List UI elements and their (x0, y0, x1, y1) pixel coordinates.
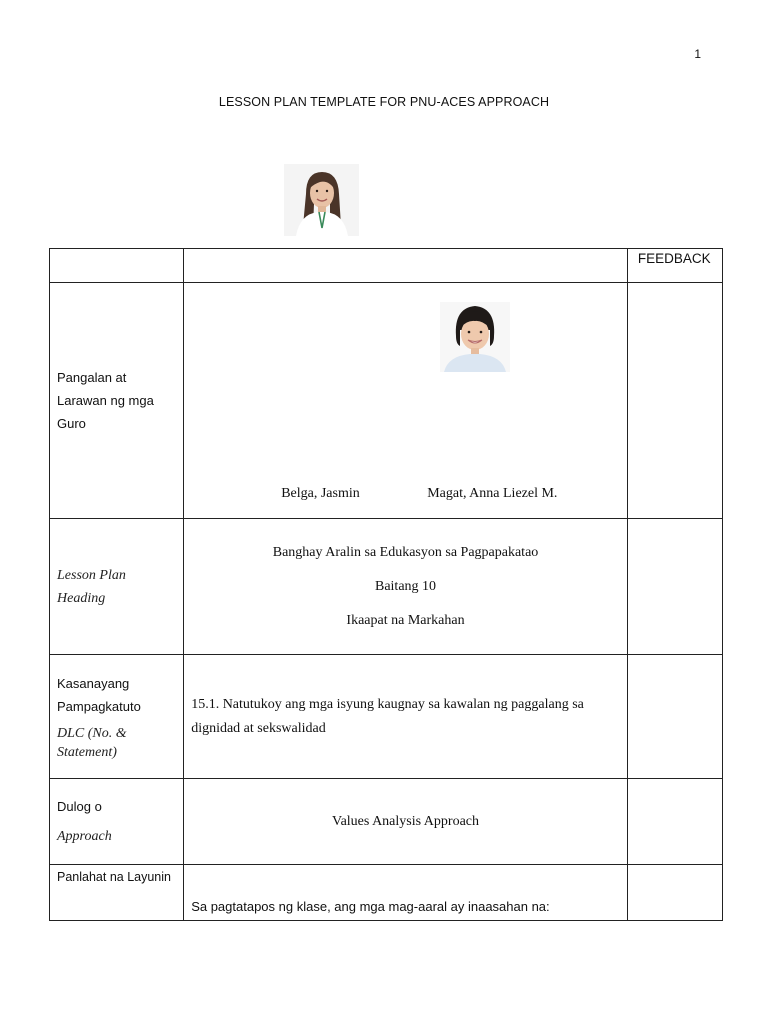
teachers-content-cell (184, 283, 628, 519)
teacher-photo-2 (440, 302, 510, 372)
feedback-header: FEEDBACK (627, 249, 722, 283)
competency-text-line-2: dignidad at sekswalidad (191, 720, 326, 736)
competency-label-line-1: Kasanayang (57, 675, 130, 691)
header-row (50, 249, 723, 283)
teachers-feedback-cell (627, 283, 722, 519)
approach-row (50, 779, 723, 865)
competency-label-line-3: DLC (No. & (57, 725, 127, 741)
objectives-content-cell (184, 865, 628, 921)
heading-line-1: Banghay Aralin sa Edukasyon sa Pagpapakatao (272, 544, 539, 560)
approach-feedback-cell (627, 779, 722, 865)
competency-row (50, 655, 723, 779)
competency-text-line-1: 15.1. Natutukoy ang mga isyung kaugnay sa kawalan ng paggalang sa (191, 696, 584, 712)
teachers-row (50, 283, 723, 519)
heading-row (50, 519, 723, 655)
objectives-row (50, 865, 723, 921)
objectives-feedback-cell (627, 865, 722, 921)
teachers-label-line-2: Larawan ng mga (57, 393, 154, 408)
competency-label-cell (50, 655, 184, 779)
competency-content-cell (184, 655, 628, 779)
header-cell-empty-1 (50, 249, 184, 283)
competency-label-line-2: Pampagkatuto (57, 698, 141, 714)
heading-label-line-1: Lesson Plan (57, 567, 126, 583)
competency-label-line-4: Statement) (57, 744, 117, 760)
approach-content-cell (184, 779, 628, 865)
teacher-name-2: Magat, Anna Liezel M. (427, 486, 558, 501)
heading-label-line-2: Heading (57, 590, 106, 606)
teachers-label-line-1: Pangalan at (57, 370, 127, 385)
lesson-plan-table (49, 248, 723, 921)
competency-feedback-cell (627, 655, 722, 779)
teachers-label-line-3: Guro (57, 416, 86, 431)
approach-text: Values Analysis Approach (332, 813, 479, 829)
teacher-photo-1 (284, 164, 359, 236)
heading-feedback-cell (627, 519, 722, 655)
heading-line-2: Baitang 10 (374, 578, 437, 594)
approach-label-line-2: Approach (57, 828, 112, 844)
objectives-label-cell (50, 865, 184, 921)
heading-label-cell (50, 519, 184, 655)
approach-label-cell (50, 779, 184, 865)
teachers-label-cell (50, 283, 184, 519)
objectives-label: Panlahat na Layunin (57, 870, 171, 884)
heading-line-3: Ikaapat na Markahan (346, 612, 465, 628)
approach-label-line-1: Dulog o (57, 798, 102, 814)
document-title: LESSON PLAN TEMPLATE FOR PNU-ACES APPROACH (218, 95, 550, 109)
page-number: 1 (694, 47, 701, 61)
teacher-name-1: Belga, Jasmin (281, 486, 360, 501)
header-cell-empty-2 (184, 249, 628, 283)
heading-content-cell (184, 519, 628, 655)
objectives-text: Sa pagtatapos ng klase, ang mga mag-aaral ay inaasahan na: (191, 899, 550, 914)
